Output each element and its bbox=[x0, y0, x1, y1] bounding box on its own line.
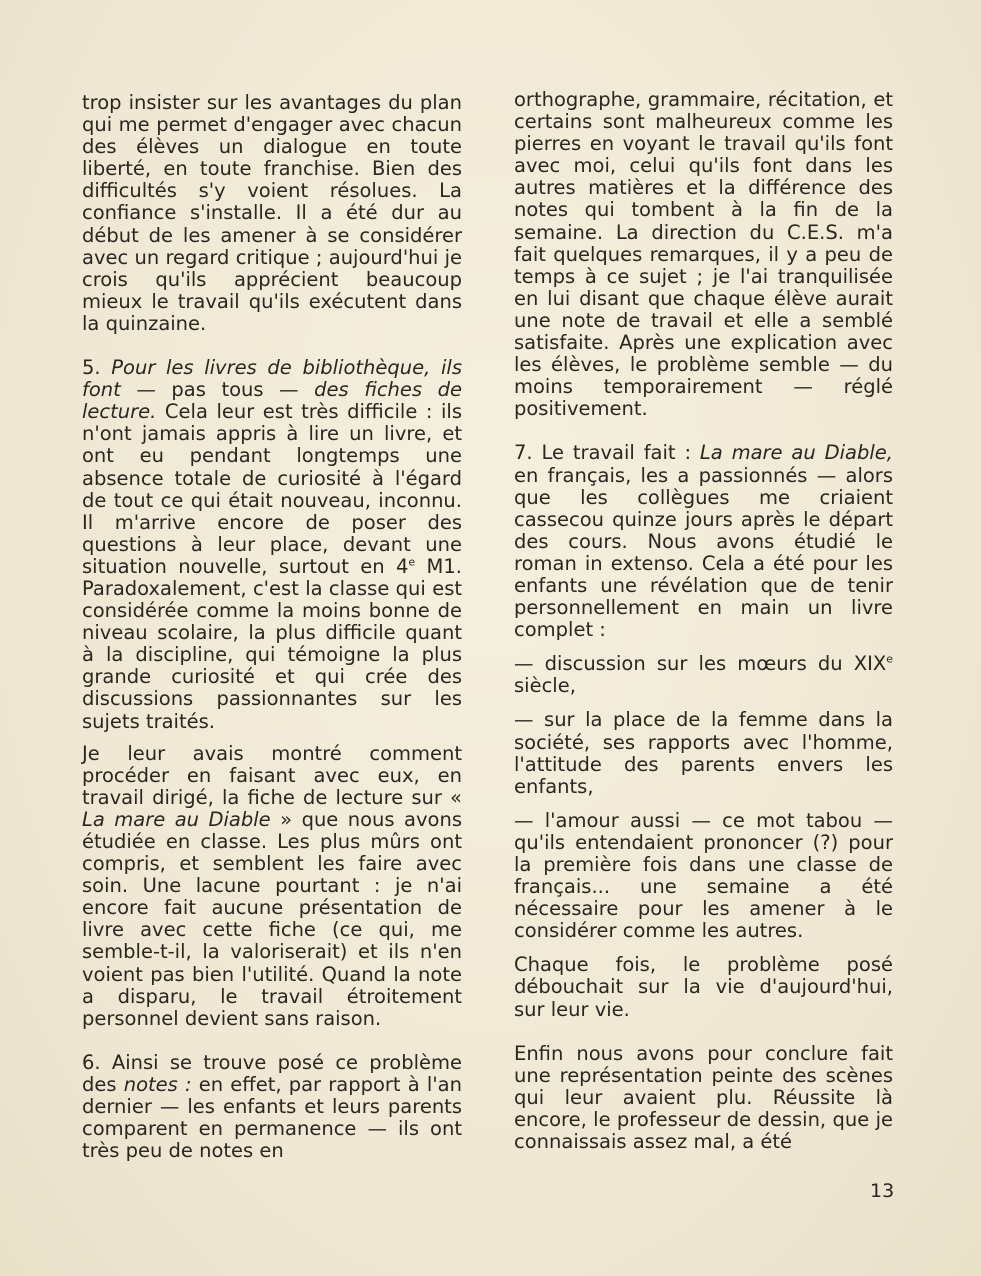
paragraph bbox=[514, 442, 893, 641]
paragraph-text: 7. Le travail fait : bbox=[514, 441, 700, 465]
list-item bbox=[514, 653, 893, 697]
item-number: 5. bbox=[82, 356, 112, 380]
paragraph bbox=[514, 89, 893, 420]
list-item bbox=[514, 810, 893, 943]
italic-text: Pour les livres de bibliothèque, ils font bbox=[82, 356, 462, 402]
paragraph-text: — l'amour aussi — ce mot tabou — qu'ils entendaient prononcer (?) pour la première fois dans une classe de français... une semaine a été nécessaire pour les amener à le considérer comme les autres. bbox=[514, 808, 893, 943]
paragraph-text: trop insister sur les avantages du plan qui me permet d'engager avec chacun des élèves un dialogue en toute liberté, en toute franchise. Bien des difficultés s'y voient résolues. La confiance s'installe. Il a été dur au début de les amener à se considérer avec un regard critique ; aujourd'hui je crois qu'ils apprécient beaucoup mieux le travail qu'ils exécutent dans la quinzaine. bbox=[82, 91, 462, 335]
page-number: 13 bbox=[870, 1180, 895, 1202]
paragraph bbox=[514, 1043, 893, 1153]
paragraph-text: Cela leur est très difficile : ils n'ont jamais appris à lire un livre, et ont eu pendant longtemps une absence totale de curiosité à l'égard de tout ce qui était nouveau, inconnu. Il m'arrive encore de poser des questions à leur place, devant une situation nouvelle, surtout en 4 bbox=[82, 400, 462, 578]
superscript: e bbox=[886, 652, 893, 666]
italic-text: des fiches de lecture. bbox=[82, 378, 463, 424]
paragraph-text: siècle, bbox=[514, 674, 576, 698]
italic-text: notes : bbox=[123, 1072, 192, 1096]
paragraph-text: — sur la place de la femme dans la société, ses rapports avec l'homme, l'attitude des parents envers les enfants, bbox=[514, 708, 893, 798]
paragraph-text: » que nous avons étudiée en classe. Les plus mûrs ont compris, et semblent les faire avec soin. Une lacune pourtant : je n'ai encore fait aucune présentation de livre avec cette fiche (ce qui, me semble-t-il, la valoriserait) et ils n'en voient pas bien l'utilité. Quand la note a disparu, le travail étroitement personnel devient sans raison. bbox=[82, 807, 462, 1030]
paragraph-text: Enfin nous avons pour conclure fait une représentation peinte des scènes qui leur avaient plu. Réussite là encore, le professeur de dessin, que je connaissais assez mal, a été bbox=[514, 1041, 893, 1154]
paragraph bbox=[82, 92, 462, 335]
italic-text: La mare au Diable, bbox=[699, 441, 893, 465]
paragraph-text: orthographe, grammaire, récitation, et certains sont malheureux comme les pierres en voyant le travail qu'ils font avec moi, celui qu'ils font dans les autres matières et la différence des notes qui tombent à la fin de la semaine. La direction du C.E.S. m'a fait quelques remarques, il y a peu de temps à ce sujet ; je l'ai tranquilisée en lui disant que chaque élève aurait une note de travail et elle a semblé satisfaite. Après une explication avec les élèves, le problème semble — du moins temporairement — réglé positivement. bbox=[514, 88, 893, 421]
list-item bbox=[514, 709, 893, 797]
paragraph-text: — pas tous — bbox=[120, 378, 315, 402]
paragraph-text: en français, les a passionnés — alors que les collègues me criaient cassecou quinze jours après le départ des cours. Nous avons étudié le roman in extenso. Cela a été pour les enfants une révélation que de tenir personnellement en main un livre complet : bbox=[514, 463, 893, 642]
paragraph bbox=[82, 1052, 462, 1162]
paragraph bbox=[82, 743, 462, 1030]
paragraph bbox=[82, 357, 462, 733]
superscript: e bbox=[408, 555, 416, 569]
paragraph-text: 6. Ainsi se trouve posé ce problème des bbox=[82, 1050, 462, 1096]
right-column bbox=[514, 89, 893, 1153]
paragraph-text: Chaque fois, le problème posé débouchait sur la vie d'aujourd'hui, sur leur vie. bbox=[514, 953, 893, 1021]
paragraph-text: Je leur avais montré comment procéder en faisant avec eux, en travail dirigé, la fiche de lecture sur « bbox=[82, 741, 462, 809]
italic-text: La mare au Diable bbox=[82, 807, 271, 831]
paragraph-text: en effet, par rapport à l'an dernier — les enfants et leurs parents comparent en permanence — ils ont très peu de notes en bbox=[82, 1072, 462, 1163]
left-column bbox=[82, 92, 462, 1162]
paragraph-text: M1. Paradoxalement, c'est la classe qui est considérée comme la moins bonne de niveau scolaire, la plus difficile quant à la discipline, qui témoigne la plus grande curiosité et qui crée des discussions passionnantes sur les sujets traités. bbox=[82, 554, 462, 733]
paragraph bbox=[514, 954, 893, 1020]
paragraph-text: — discussion sur les mœurs du XIX bbox=[514, 652, 887, 676]
